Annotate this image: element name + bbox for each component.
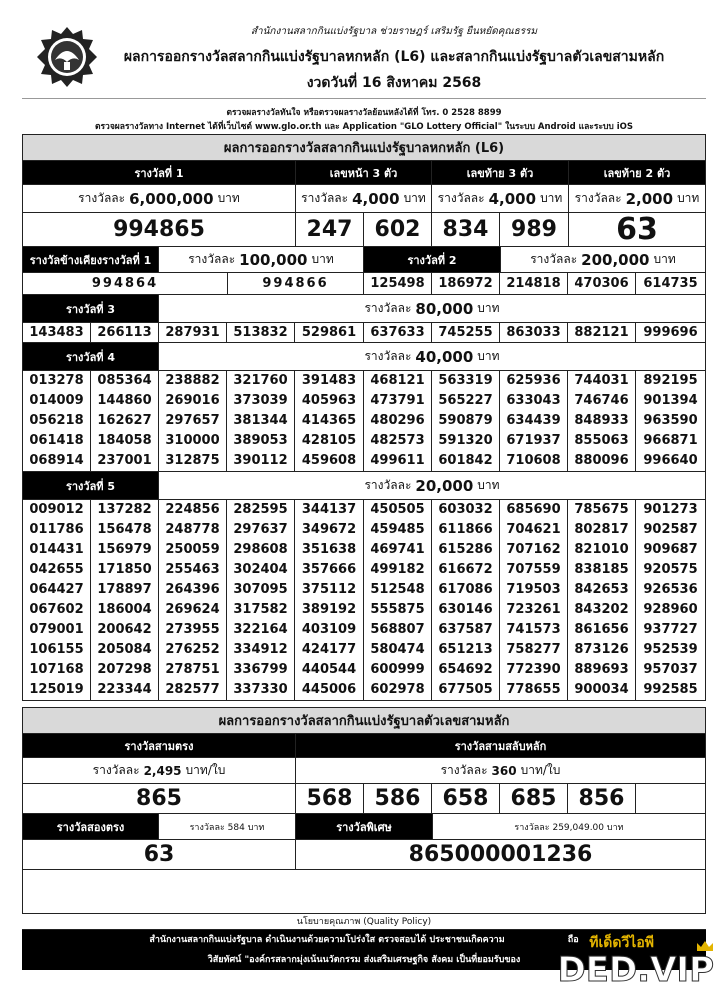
prize-number: 480296 [370, 413, 425, 428]
prize-number: 184058 [97, 433, 152, 448]
amount-value: 2,495 [143, 763, 182, 778]
prize-number: 162627 [97, 413, 152, 428]
front3-number: 247 [296, 213, 364, 247]
swap3-number: 568 [296, 784, 364, 814]
amount-value: 200,000 [581, 250, 650, 269]
prize-number: 821010 [574, 542, 629, 557]
amount-prefix: รางวัลละ [440, 763, 488, 777]
second-prize-number: 125498 [364, 273, 432, 295]
prize-number: 499611 [370, 453, 425, 468]
draw-date: งวดวันที่ 16 สิงหาคม 2568 [306, 75, 482, 91]
swap3-amount [296, 758, 706, 784]
header [22, 14, 706, 102]
prize-number: 617086 [438, 582, 493, 597]
second-prize-number: 214818 [500, 273, 568, 295]
l6-results-table [22, 134, 706, 701]
prize-number: 307095 [233, 582, 288, 597]
prize-number: 591320 [438, 433, 493, 448]
amount-value: 4,000 [488, 189, 537, 208]
first-prize-number: 994865 [23, 213, 296, 247]
prize-number: 633043 [506, 393, 561, 408]
amount-value: 4,000 [352, 189, 400, 208]
contact-phone: ตรวจผลรางวัลทันใจ หรือตรวจผลรางวัลย้อนหลังได้ที่ โทร. 0 2528 8899 [226, 108, 502, 118]
prize-number: 482573 [370, 433, 425, 448]
amount-unit: บาท [653, 252, 676, 266]
prize-number: 317582 [233, 602, 288, 617]
number-column [500, 500, 568, 701]
amount-prefix: รางวัลละ [301, 191, 349, 205]
prize-number: 200642 [97, 622, 152, 637]
prize-number: 746746 [574, 393, 629, 408]
prize-number: 336799 [233, 662, 288, 677]
prize-number: 205084 [97, 642, 152, 657]
prize-number: 079001 [29, 622, 84, 637]
prize-number: 677505 [438, 682, 493, 697]
prize-number: 424177 [301, 642, 357, 657]
back3-label: เลขท้าย 3 ตัว [432, 161, 569, 185]
divider [22, 98, 706, 99]
amount-unit: บาท [540, 191, 563, 205]
number-column [636, 371, 706, 472]
number-column [568, 500, 636, 701]
prize-number: 772390 [506, 662, 561, 677]
back2-number: 63 [569, 213, 706, 247]
front3-label: เลขหน้า 3 ตัว [296, 161, 432, 185]
prize-number: 459485 [370, 522, 425, 537]
amount-value: 360 [491, 763, 517, 778]
near1-label: รางวัลข้างเคียงรางวัลที่ 1 [23, 247, 159, 273]
amount-unit: บาท [477, 301, 500, 315]
number-column [295, 500, 364, 701]
number-column [23, 500, 91, 701]
prize-number: 873126 [574, 642, 629, 657]
prize-number: 499182 [370, 562, 425, 577]
third-prize-number: 863033 [500, 323, 568, 343]
prize-number: 630146 [438, 602, 493, 617]
prize-number: 512548 [370, 582, 425, 597]
prize-number: 445006 [301, 682, 357, 697]
prize-number: 758277 [506, 642, 561, 657]
prize-number: 469741 [370, 542, 425, 557]
number-column [568, 371, 636, 472]
prize-number: 067602 [29, 602, 84, 617]
number-column [432, 500, 500, 701]
front3-number: 602 [364, 213, 432, 247]
prize-number: 321760 [233, 373, 288, 388]
prize-number: 056218 [29, 413, 84, 428]
number-column [91, 500, 159, 701]
fourth-prize-label: รางวัลที่ 4 [23, 343, 159, 371]
prize-number: 014009 [29, 393, 84, 408]
prize-number: 085364 [97, 373, 152, 388]
prize-number: 238882 [165, 373, 220, 388]
straight3-amount [23, 758, 296, 784]
prize-number: 902587 [643, 522, 698, 537]
vision-text: วิสัยทัศน์ "องค์กรสลากมุ่งเน้นนวัตกรรม ส่งเสริมเศรษฐกิจ สังคม เป็นที่ยอมรับของ [207, 955, 521, 965]
prize-number: 248778 [165, 522, 220, 537]
prize-number: 637587 [438, 622, 493, 637]
fifth-prize-label: รางวัลที่ 5 [23, 472, 159, 500]
prize-number: 014431 [29, 542, 84, 557]
amount-prefix: รางวัลละ [78, 191, 126, 205]
near1-number: 994866 [228, 273, 364, 295]
number-column [432, 371, 500, 472]
number-column [159, 371, 227, 472]
prize-number: 603032 [438, 502, 493, 517]
prize-number: 651213 [438, 642, 493, 657]
third-prize-amount [159, 295, 706, 323]
prize-number: 920575 [643, 562, 698, 577]
near1-amount [159, 247, 364, 273]
number-column [500, 371, 568, 472]
amount-prefix: รางวัลละ [574, 191, 622, 205]
prize-number: 602978 [370, 682, 425, 697]
prize-number: 671937 [506, 433, 561, 448]
amount-value: 80,000 [415, 299, 474, 318]
first-prize-amount [23, 185, 296, 213]
amount-unit: บาท [677, 191, 700, 205]
prize-number: 459608 [301, 453, 357, 468]
prize-number: 064427 [29, 582, 84, 597]
second-prize-number: 470306 [568, 273, 636, 295]
amount-prefix: รางวัลละ [364, 478, 412, 492]
prize-number: 224856 [165, 502, 220, 517]
prize-number: 310000 [165, 433, 220, 448]
prize-number: 842653 [574, 582, 629, 597]
prize-number: 178897 [97, 582, 152, 597]
prize-number: 381344 [233, 413, 288, 428]
swap3-number: 658 [432, 784, 500, 814]
amount-value: 20,000 [415, 476, 474, 495]
third-prize-number: 882121 [568, 323, 636, 343]
org-tagline: สำนักงานสลากกินแบ่งรัฐบาล ช่วยราษฎร์ เสริมรัฐ ยืนหยัดคุณธรรม [250, 26, 538, 37]
prize-number: 255463 [165, 562, 220, 577]
prize-number: 337330 [233, 682, 288, 697]
watermark-logo: DED.VIP [557, 950, 714, 990]
prize-number: 468121 [370, 373, 425, 388]
prize-number: 719503 [506, 582, 561, 597]
prize-number: 156478 [97, 522, 152, 537]
amount-prefix: รางวัลละ [437, 191, 485, 205]
back2-amount [569, 185, 706, 213]
prize-number: 901273 [643, 502, 698, 517]
prize-number: 601842 [438, 453, 493, 468]
prize-number: 250059 [165, 542, 220, 557]
prize-number: 473791 [370, 393, 425, 408]
prize-number: 312875 [165, 453, 220, 468]
prize-number: 590879 [438, 413, 493, 428]
prize-number: 802817 [574, 522, 629, 537]
straight2-label: รางวัลสองตรง [23, 814, 159, 840]
prize-number: 625936 [506, 373, 561, 388]
prize-number: 785675 [574, 502, 629, 517]
prize-number: 855063 [574, 433, 629, 448]
prize-number: 580474 [370, 642, 425, 657]
prize-number: 996640 [643, 453, 698, 468]
prize-number: 171850 [97, 562, 152, 577]
prize-number: 966871 [643, 433, 698, 448]
amount-prefix: รางวัลละ [530, 252, 578, 266]
straight3-number: 865 [23, 784, 296, 814]
quality-policy-title: นโยบายคุณภาพ (Quality Policy) [22, 914, 706, 930]
prize-number: 616672 [438, 562, 493, 577]
prize-number: 952539 [643, 642, 698, 657]
prize-number: 963590 [643, 413, 698, 428]
third-prize-numbers [23, 323, 706, 343]
prize-number: 344137 [301, 502, 357, 517]
third-prize-number: 143483 [23, 323, 91, 343]
fourth-prize-numbers [23, 371, 706, 472]
second-prize-number: 186972 [432, 273, 500, 295]
prize-number: 707559 [506, 562, 561, 577]
prize-number: 440544 [301, 662, 357, 677]
prize-number: 389053 [233, 433, 288, 448]
prize-number: 405963 [301, 393, 357, 408]
third-prize-number: 999696 [636, 323, 706, 343]
number-column [227, 371, 295, 472]
prize-number: 685690 [506, 502, 561, 517]
number-column [91, 371, 159, 472]
amount-unit: บาท [311, 252, 334, 266]
n3-section-title: ผลการออกรางวัลสลากกินแบ่งรัฐบาลตัวเลขสามหลัก [23, 708, 706, 734]
amount-prefix: รางวัลละ [364, 349, 412, 363]
prize-number: 889693 [574, 662, 629, 677]
prize-number: 654692 [438, 662, 493, 677]
policy-line-end: ถือ [567, 935, 579, 945]
prize-number: 273955 [165, 622, 220, 637]
prize-number: 137282 [97, 502, 152, 517]
contact-web: ตรวจผลรางวัลทาง Internet ได้ที่เว็บไซต์ www.glo.or.th และ Application "GLO Lottery Official" ในระบบ Android และระบบ iOS [94, 122, 634, 132]
prize-number: 125019 [29, 682, 84, 697]
policy-line: สำนักงานสลากกินแบ่งรัฐบาล ดำเนินงานด้วยความโปร่งใส ตรวจสอบได้ ประชาชนเกิดความ [149, 935, 505, 945]
prize-number: 565227 [438, 393, 493, 408]
prize-number: 282577 [165, 682, 220, 697]
prize-number: 042655 [29, 562, 84, 577]
third-prize-number: 287931 [159, 323, 227, 343]
prize-number: 741573 [506, 622, 561, 637]
prize-number: 156979 [97, 542, 152, 557]
number-column [364, 371, 432, 472]
prize-number: 937727 [643, 622, 698, 637]
prize-number: 615286 [438, 542, 493, 557]
prize-number: 237001 [97, 453, 152, 468]
prize-number: 710608 [506, 453, 561, 468]
prize-number: 389192 [301, 602, 357, 617]
prize-number: 269624 [165, 602, 220, 617]
second-prize-number: 614735 [636, 273, 706, 295]
amount-unit: บาท [477, 349, 500, 363]
prize-number: 838185 [574, 562, 629, 577]
prize-number: 297637 [233, 522, 288, 537]
special-prize-label: รางวัลพิเศษ [296, 814, 433, 840]
straight2-number: 63 [23, 840, 296, 870]
prize-number: 106155 [29, 642, 84, 657]
amount-unit: บาท [403, 191, 426, 205]
prize-number: 391483 [301, 373, 357, 388]
near1-number: 994864 [23, 273, 228, 295]
prize-number: 704621 [506, 522, 561, 537]
fifth-prize-numbers [23, 500, 706, 701]
amount-prefix: รางวัลละ [188, 252, 236, 266]
prize-number: 390112 [233, 453, 288, 468]
prize-number: 909687 [643, 542, 698, 557]
prize-number: 428105 [301, 433, 357, 448]
fourth-prize-amount [159, 343, 706, 371]
l6-section-title: ผลการออกรางวัลสลากกินแบ่งรัฐบาลหกหลัก (L6) [23, 135, 706, 161]
third-prize-number: 529861 [295, 323, 364, 343]
front3-amount [296, 185, 432, 213]
back3-number: 989 [500, 213, 569, 247]
number-column [227, 500, 295, 701]
prize-number: 744031 [574, 373, 629, 388]
prize-number: 843202 [574, 602, 629, 617]
prize-number: 186004 [97, 602, 152, 617]
special-prize-number: 865000001236 [296, 840, 706, 870]
prize-number: 375112 [301, 582, 357, 597]
amount-unit: บาท [477, 478, 500, 492]
prize-number: 880096 [574, 453, 629, 468]
watermark-thai: ทีเด็ดวีไอพี [589, 935, 654, 951]
amount-value: 100,000 [239, 250, 308, 269]
swap3-number: 586 [364, 784, 432, 814]
prize-number: 351638 [301, 542, 357, 557]
amount-value: 6,000,000 [129, 189, 214, 208]
number-column [364, 500, 432, 701]
prize-number: 011786 [29, 522, 84, 537]
prize-number: 634439 [506, 413, 561, 428]
prize-number: 223344 [97, 682, 152, 697]
second-prize-label: รางวัลที่ 2 [364, 247, 501, 273]
prize-number: 068914 [29, 453, 84, 468]
prize-number: 298608 [233, 542, 288, 557]
prize-number: 778655 [506, 682, 561, 697]
prize-number: 861656 [574, 622, 629, 637]
prize-number: 013278 [29, 373, 84, 388]
prize-number: 600999 [370, 662, 425, 677]
prize-number: 992585 [643, 682, 698, 697]
back3-amount [432, 185, 569, 213]
prize-number: 207298 [97, 662, 152, 677]
prize-number: 450505 [370, 502, 425, 517]
amount-prefix: รางวัลละ [92, 763, 140, 777]
prize-number: 107168 [29, 662, 84, 677]
second-prize-amount [501, 247, 706, 273]
third-prize-label: รางวัลที่ 3 [23, 295, 159, 323]
prize-number: 144860 [97, 393, 152, 408]
prize-number: 926536 [643, 582, 698, 597]
prize-number: 848933 [574, 413, 629, 428]
prize-number: 297657 [165, 413, 220, 428]
prize-number: 322164 [233, 622, 288, 637]
straight3-label: รางวัลสามตรง [23, 734, 296, 758]
back3-number: 834 [432, 213, 500, 247]
prize-number: 900034 [574, 682, 629, 697]
prize-number: 334912 [233, 642, 288, 657]
number-column [295, 371, 364, 472]
special-prize-amount: รางวัลละ 259,049.00 บาท [433, 814, 706, 840]
prize-number: 282595 [233, 502, 288, 517]
prize-number: 957037 [643, 662, 698, 677]
prize-number: 264396 [165, 582, 220, 597]
third-prize-number: 745255 [432, 323, 500, 343]
prize-number: 892195 [643, 373, 698, 388]
lottery-result-sheet [22, 14, 706, 970]
amount-value: 40,000 [415, 347, 474, 366]
prize-number: 009012 [29, 502, 84, 517]
swap3-label: รางวัลสามสลับหลัก [296, 734, 706, 758]
straight2-amount: รางวัลละ 584 บาท [159, 814, 296, 840]
prize-number: 269016 [165, 393, 220, 408]
prize-number: 403109 [301, 622, 357, 637]
first-prize-label: รางวัลที่ 1 [23, 161, 296, 185]
prize-number: 302404 [233, 562, 288, 577]
prize-number: 414365 [301, 413, 357, 428]
number-column [636, 500, 706, 701]
prize-number: 723261 [506, 602, 561, 617]
fifth-prize-amount [159, 472, 706, 500]
swap3-number: 685 [500, 784, 568, 814]
empty-cell [636, 784, 706, 814]
amount-prefix: รางวัลละ [364, 301, 412, 315]
third-prize-number: 513832 [227, 323, 295, 343]
back2-label: เลขท้าย 2 ตัว [569, 161, 706, 185]
amount-unit: บาท/ใบ [520, 763, 561, 777]
prize-number: 568807 [370, 622, 425, 637]
prize-number: 555875 [370, 602, 425, 617]
prize-number: 707162 [506, 542, 561, 557]
prize-number: 357666 [301, 562, 357, 577]
third-prize-number: 637633 [364, 323, 432, 343]
number-column [23, 371, 91, 472]
third-prize-number: 266113 [91, 323, 159, 343]
prize-number: 928960 [643, 602, 698, 617]
prize-number: 278751 [165, 662, 220, 677]
prize-number: 563319 [438, 373, 493, 388]
amount-unit: บาท [217, 191, 240, 205]
prize-number: 349672 [301, 522, 357, 537]
swap3-number: 856 [568, 784, 636, 814]
amount-unit: บาท/ใบ [185, 763, 226, 777]
prize-number: 901394 [643, 393, 698, 408]
prize-number: 373039 [233, 393, 288, 408]
prize-number: 061418 [29, 433, 84, 448]
prize-number: 611866 [438, 522, 493, 537]
n3-results-table [22, 707, 706, 914]
page-title: ผลการออกรางวัลสลากกินแบ่งรัฐบาลหกหลัก (L6) และสลากกินแบ่งรัฐบาลตัวเลขสามหลัก [123, 49, 665, 65]
prize-number: 276252 [165, 642, 220, 657]
number-column [159, 500, 227, 701]
amount-value: 2,000 [625, 189, 674, 208]
blank-row [23, 870, 706, 914]
